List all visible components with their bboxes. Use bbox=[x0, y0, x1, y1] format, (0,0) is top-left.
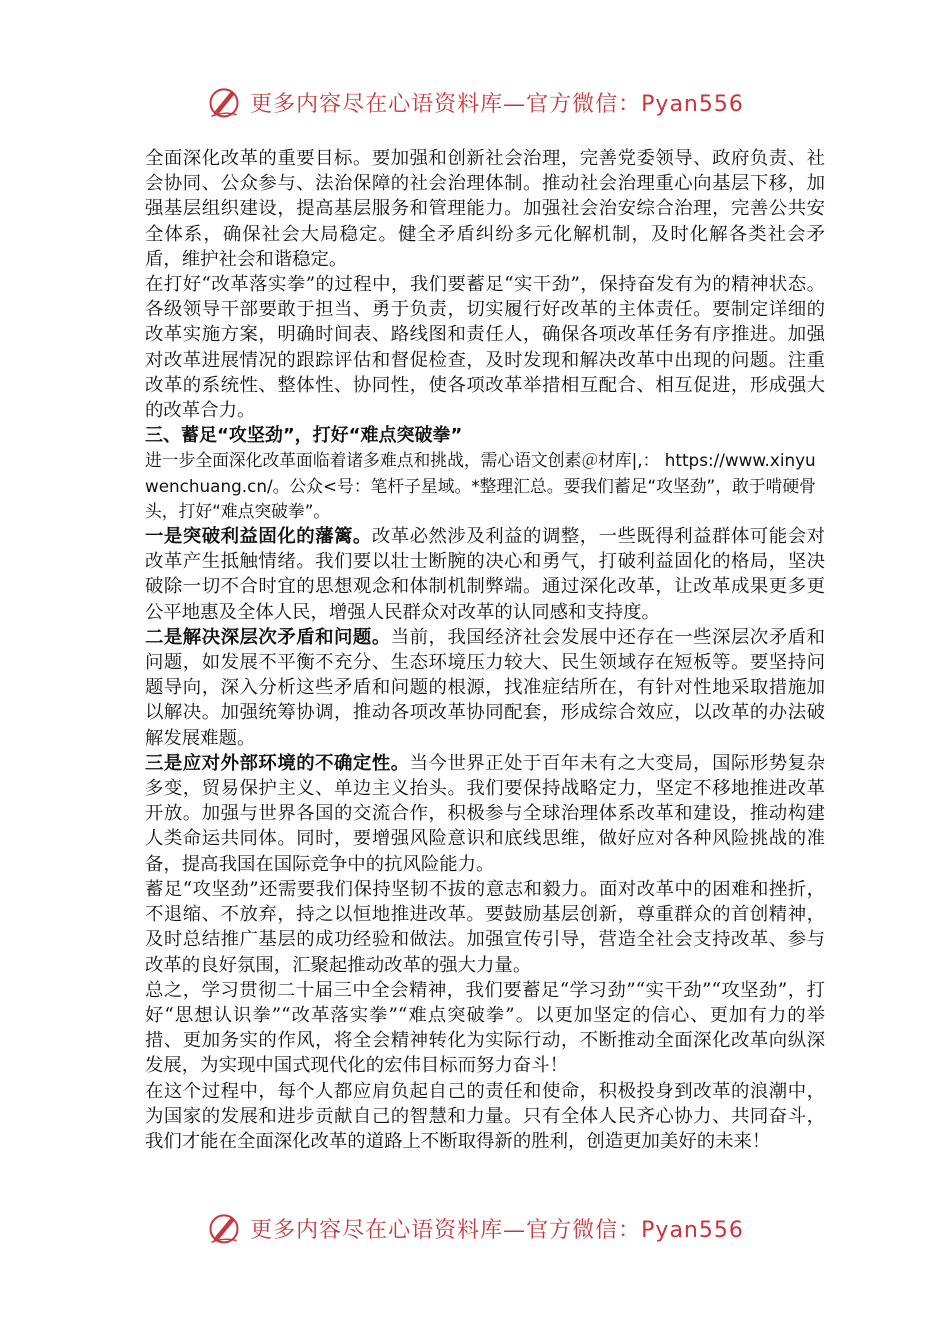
pen-logo-icon bbox=[206, 1210, 242, 1246]
banner-slogan: 更多内容尽在心语资料库—官方微信： bbox=[250, 91, 642, 117]
banner-text bbox=[250, 87, 744, 118]
paragraph-3 bbox=[145, 448, 825, 524]
paragraph-1: 全面深化改革的重要目标。要加强和创新社会治理，完善党委领导、政府负责、社会协同、公众参与、法治保障的社会治理体制。推动社会治理重心向基层下移，加强基层组织建设，提高基层服务和管理能力。加强社会治安综合治理，完善公共安全体系，确保社会大局稳定。健全矛盾纠纷多元化解机制，及时化解各类社会矛盾，维护社会和谐稳定。 bbox=[145, 148, 825, 270]
paragraph-9: 在这个过程中，每个人都应肩负起自己的责任和使命，积极投身到改革的浪潮中，为国家的发展和进步贡献自己的智慧和力量。只有全体人民齐心协力、共同奋斗，我们才能在全面深化改革的道路上不断取得新的胜利，创造更加美好的未来！ bbox=[145, 1080, 825, 1152]
paragraph-4 bbox=[145, 524, 825, 625]
header-banner bbox=[0, 74, 950, 130]
paragraph-3-source-note: 进一步全面深化改革面临着诸多难点和挑战，需心语文创素＠材库|,： https://www.xinyuwenchuang.cn/。公众<号：笔杆子星域。*整理汇总。 bbox=[145, 450, 816, 496]
footer-banner bbox=[0, 1200, 950, 1256]
paragraph-8: 总之，学习贯彻二十届三中全会精神，我们要蓄足“学习劲”“实干劲”“攻坚劲”，打好“思想认识拳”“改革落实拳”“难点突破拳”。以更加坚定的信心、更加有力的举措、更加务实的作风，将全会精神转化为实际行动，不断推动全面深化改革向纵深发展，为实现中国式现代化的宏伟目标而努力奋斗！ bbox=[145, 979, 825, 1077]
section-heading-3: 三、蓄足“攻坚劲”，打好“难点突破拳” bbox=[145, 425, 463, 447]
paragraph-2: 在打好“改革落实拳”的过程中，我们要蓄足“实干劲”，保持奋发有为的精神状态。各级领导干部要敢于担当、勇于负责，切实履行好改革的主体责任。要制定详细的改革实施方案，明确时间表、路线图和责任人，确保各项改革任务有序推进。加强对改革进展情况的跟踪评估和督促检查，及时发现和解决改革中出现的问题。注重改革的系统性、整体性、协同性，使各项改革举措相互配合、相互促进，形成强大的改革合力。 bbox=[145, 274, 825, 422]
paragraph-6-lead: 三是应对外部环境的不确定性。 bbox=[145, 752, 410, 774]
paragraph-7: 蓄足“攻坚劲”还需要我们保持坚韧不拔的意志和毅力。面对改革中的困难和挫折，不退缩、不放弃，持之以恒地推进改革。要鼓励基层创新，尊重群众的首创精神，及时总结推广基层的成功经验和做法。加强宣传引导，营造全社会支持改革、参与改革的良好氛围，汇聚起推动改革的强大力量。 bbox=[145, 878, 825, 976]
document-body bbox=[145, 146, 825, 1154]
paragraph-4-text: 改革必然涉及利益的调整，一些既得利益群体可能会对改革产生抵触情绪。我们要以壮士断腕的决心和勇气，打破利益固化的格局，坚决破除一切不合时宜的思想观念和体制机制弊端。通过深化改革，让改革成果更多更公平地惠及全体人民，增强人民群众对改革的认同感和支持度。 bbox=[145, 526, 825, 623]
banner-text bbox=[250, 1213, 744, 1244]
paragraph-5-text: 当前，我国经济社会发展中还存在一些深层次矛盾和问题，如发展不平衡不充分、生态环境压力较大、民生领域存在短板等。要坚持问题导向，深入分析这些矛盾和问题的根源，找准症结所在，有针对性地采取措施加以解决。加强统筹协调，推动各项改革协同配套，形成综合效应，以改革的办法破解发展难题。 bbox=[145, 626, 825, 749]
paragraph-4-lead: 一是突破利益固化的藩篱。 bbox=[145, 526, 372, 548]
paragraph-3-text: 要我们蓄足“攻坚劲”，敢于啃硬骨头，打好“难点突破拳”。 bbox=[145, 475, 816, 521]
banner-wechat-id: Pyan556 bbox=[641, 1217, 744, 1243]
paragraph-5-lead: 二是解决深层次矛盾和问题。 bbox=[145, 626, 391, 648]
paragraph-6 bbox=[145, 751, 825, 877]
banner-slogan: 更多内容尽在心语资料库—官方微信： bbox=[250, 1217, 642, 1243]
paragraph-6-text: 当今世界正处于百年未有之大变局，国际形势复杂多变，贸易保护主义、单边主义抬头。我们要保持战略定力，坚定不移地推进改革开放。加强与世界各国的交流合作，积极参与全球治理体系改革和建设，推动构建人类命运共同体。同时，要增强风险意识和底线思维，做好应对各种风险挑战的准备，提高我国在国际竞争中的抗风险能力。 bbox=[145, 752, 825, 875]
pen-logo-icon bbox=[206, 84, 242, 120]
paragraph-5 bbox=[145, 625, 825, 751]
banner-wechat-id: Pyan556 bbox=[641, 91, 744, 117]
